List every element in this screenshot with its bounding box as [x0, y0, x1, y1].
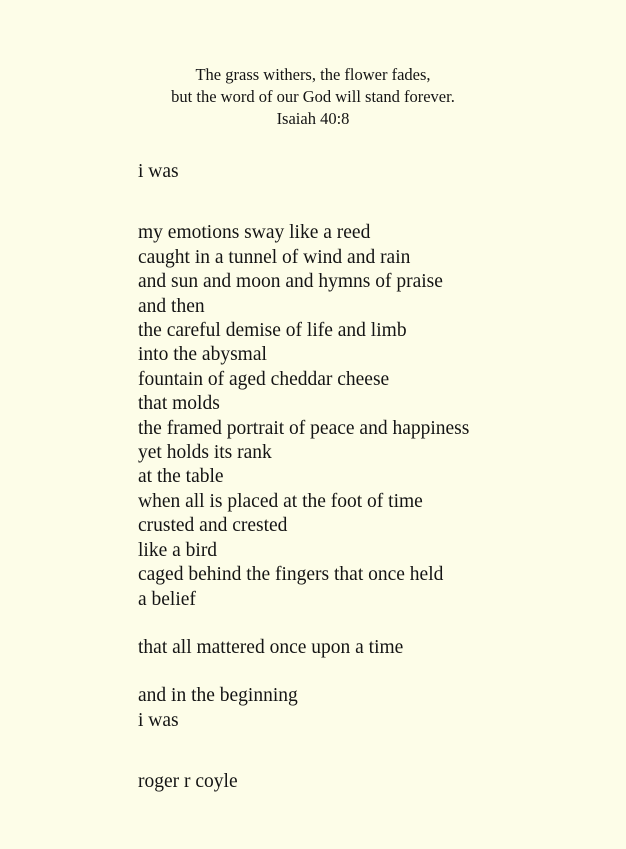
poem-line: that all mattered once upon a time	[138, 636, 404, 658]
stanza-gap-2	[138, 612, 608, 636]
epigraph-block	[0, 64, 626, 130]
poem-line: a belief	[138, 588, 196, 610]
poem-line: into the abysmal	[138, 344, 267, 366]
stanza-gap-1	[138, 184, 608, 221]
poem-line: caged behind the fingers that once held	[138, 564, 444, 586]
poem-line: at the table	[138, 466, 224, 488]
poem-line: the framed portrait of peace and happiness	[138, 417, 470, 439]
poem-line: the careful demise of life and limb	[138, 320, 407, 342]
poem-line: and then	[138, 295, 205, 317]
author-signature: roger r coyle	[138, 771, 238, 793]
epigraph-line-2: but the word of our God will stand forever.	[171, 87, 455, 106]
stanza-gap-3	[138, 660, 608, 684]
poem-line: fountain of aged cheddar cheese	[138, 368, 390, 390]
poem-line: yet holds its rank	[138, 442, 272, 464]
poem-line: caught in a tunnel of wind and rain	[138, 246, 411, 268]
poem-line: and in the beginning	[138, 685, 298, 707]
epigraph-reference: Isaiah 40:8	[276, 109, 350, 128]
signature-gap	[138, 733, 608, 770]
poem-line: i was	[138, 709, 179, 731]
poem-line: like a bird	[138, 539, 218, 561]
poem-line: that molds	[138, 393, 220, 415]
poem-line: my emotions sway like a reed	[138, 222, 371, 244]
poem-opening-line: i was	[138, 161, 179, 182]
poem-line: when all is placed at the foot of time	[138, 490, 423, 512]
poem-body	[138, 160, 608, 795]
poem-line: crusted and crested	[138, 515, 288, 537]
poem-line: and sun and moon and hymns of praise	[138, 271, 443, 293]
epigraph-line-1: The grass withers, the flower fades,	[195, 65, 431, 84]
